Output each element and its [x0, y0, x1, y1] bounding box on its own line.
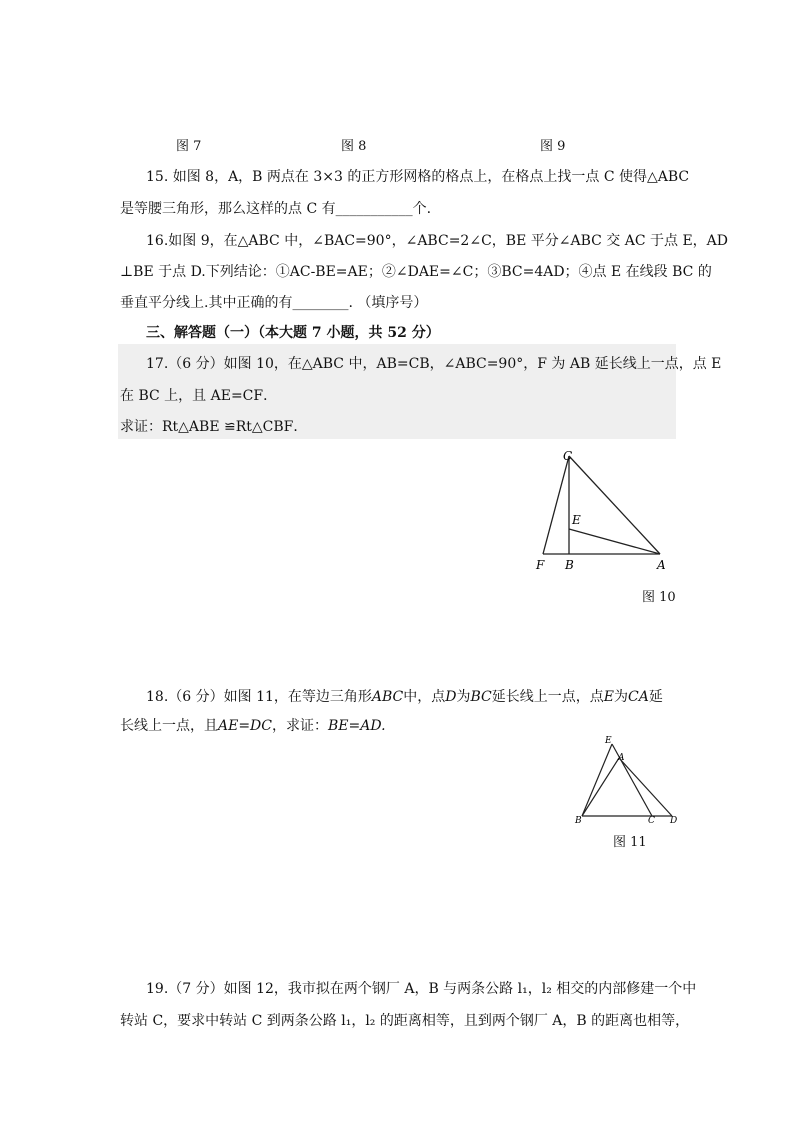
- fig11-point-d: D: [670, 816, 678, 826]
- q18-text: ，求证：: [272, 718, 328, 734]
- q18-e: E: [603, 689, 614, 705]
- fig10-point-b: B: [565, 558, 574, 572]
- q18-bc: BC: [470, 689, 492, 705]
- fig10-point-a: A: [657, 558, 666, 572]
- figure-8-label: 图 8: [341, 139, 367, 154]
- fig10-point-e: E: [572, 513, 581, 527]
- fig11-segment-ba: [582, 758, 619, 816]
- q16-line1: 16.如图 9，在△ABC 中，∠BAC=90°，∠ABC=2∠C，BE 平分∠ABC 交 AC 于点 E，AD: [146, 233, 729, 249]
- fig11-segment-eb: [582, 744, 612, 816]
- q18-ca: CA: [628, 689, 649, 705]
- q16-line2: ⊥BE 于点 D.下列结论：①AC-BE=AE；②∠DAE=∠C；③BC=4AD；④点 E 在线段 BC 的: [120, 264, 712, 280]
- q18-d: D: [445, 689, 457, 705]
- q18-abc: ABC: [371, 689, 404, 705]
- q19-line1: 19.（7 分）如图 12，我市拟在两个钢厂 A，B 与两条公路 l₁，l₂ 相交的内部修建一个中: [146, 981, 697, 997]
- q18-line2: [120, 715, 676, 735]
- q18-text: 为: [614, 689, 628, 705]
- q15-line2: 是等腰三角形，那么这样的点 C 有___________个.: [120, 201, 432, 217]
- q15-line1: 15. 如图 8，A，B 两点在 3×3 的正方形网格的格点上，在格点上找一点 C 使得△ABC: [146, 169, 690, 185]
- fig11-point-a: A: [618, 753, 625, 763]
- q18-text: 延长线上一点，点: [491, 689, 604, 705]
- fig10-segment-cf: [543, 456, 569, 554]
- q18-ae-dc: AE=DC: [218, 718, 272, 734]
- figure-10-diagram: [530, 446, 670, 576]
- figure-10-label: 图 10: [642, 590, 676, 605]
- fig10-point-f: F: [536, 558, 545, 572]
- figure-11-diagram: [572, 734, 684, 826]
- figure-7-label: 图 7: [176, 139, 202, 154]
- fig10-segment-ea: [569, 529, 660, 554]
- q18-text: 长线上一点，且: [120, 718, 218, 734]
- q17-line3: 求证：Rt△ABE ≌Rt△CBF．: [120, 419, 308, 435]
- fig11-point-b: B: [575, 816, 582, 826]
- q16-line3: 垂直平分线上.其中正确的有________. （填序号）: [120, 295, 428, 311]
- q18-text: 中，点: [403, 689, 446, 705]
- q17-line2: 在 BC 上，且 AE=CF．: [120, 388, 278, 404]
- fig11-segment-ad: [619, 758, 672, 816]
- figure-9-label: 图 9: [540, 139, 566, 154]
- q18-text: 18.（6 分）如图 11，在等边三角形: [146, 689, 372, 705]
- fig10-segment-ca: [569, 456, 660, 554]
- fig11-point-e: E: [605, 736, 612, 746]
- fig11-point-c: C: [648, 816, 655, 826]
- q17-line1: 17.（6 分）如图 10，在△ABC 中，AB=CB，∠ABC=90°，F 为 AB 延长线上一点，点 E: [146, 356, 722, 372]
- q18-line1: [146, 686, 702, 706]
- fig10-point-c: C: [563, 449, 573, 463]
- q19-line2: 转站 C，要求中转站 C 到两条公路 l₁，l₂ 的距离相等，且到两个钢厂 A，B 的距离也相等，: [120, 1013, 690, 1029]
- q18-text: 延: [648, 689, 663, 705]
- q18-text: 为: [456, 689, 471, 705]
- section-heading: 三、解答题（一）（本大题 7 小题，共 52 分）: [146, 325, 440, 341]
- figure-11-label: 图 11: [613, 835, 647, 850]
- q18-be-ad: BE=AD.: [328, 718, 386, 734]
